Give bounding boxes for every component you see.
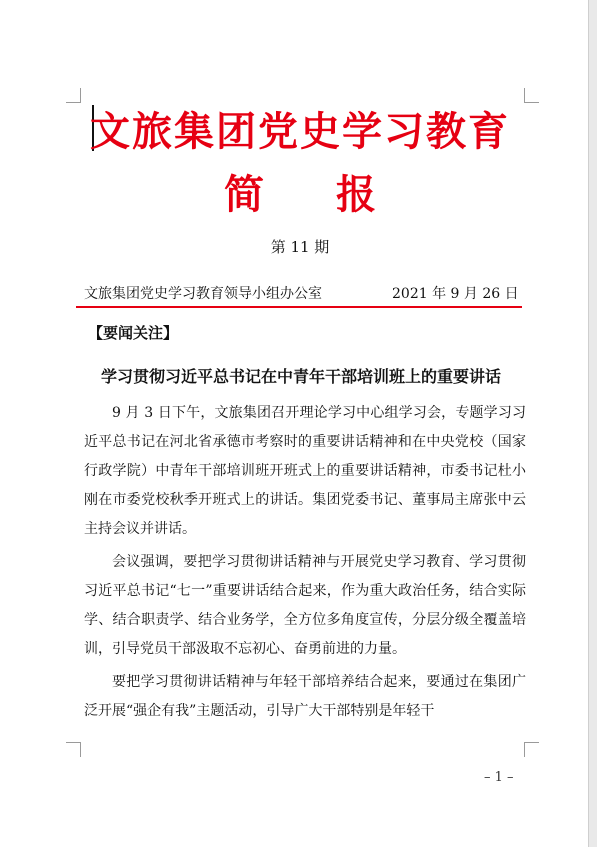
paragraph: 要把学习贯彻讲话精神与年轻干部培养结合起来，要通过在集团广泛开展“强企有我”主题活动，引导广大干部特别是年轻干: [84, 674, 526, 719]
publish-date: 2021 年 9 月 26 日: [392, 286, 519, 302]
page-number: – 1 –: [484, 770, 514, 785]
issue-number: 第 11 期: [270, 238, 330, 256]
article-body: [84, 399, 526, 730]
header-divider: [76, 306, 522, 308]
paragraph: 9 月 3 日下午，文旅集团召开理论学习中心组学习会，专题学习习近平总书记在河北省承德市考察时的重要讲话精神和在中央党校（国家行政学院）中青年干部培训班开班式上的重要讲话精神，市委书记杜小刚在市委党校秋季开班式上的讲话。集团党委书记、董事局主席张中云主持会议并讲话。: [84, 405, 526, 537]
crop-mark-bottom-left: [66, 742, 81, 757]
paragraph: 会议强调，要把学习贯彻讲话精神与开展党史学习教育、学习贯彻习近平总书记“七一”重要讲话结合起来，作为重大政治任务，结合实际学、结合职责学、结合业务学，全方位多角度宣传，分层分级全覆盖培训，引导党员干部汲取不忘初心、奋勇前进的力量。: [84, 554, 526, 657]
bulletin-title: 文旅集团党史学习教育: [90, 109, 510, 155]
article-headline: 学习贯彻习近平总书记在中青年干部培训班上的重要讲话: [100, 367, 501, 386]
bulletin-subtitle: 简报: [224, 172, 448, 218]
section-label: 【要闻关注】: [88, 324, 179, 342]
publisher: 文旅集团党史学习教育领导小组办公室: [84, 286, 322, 302]
crop-mark-bottom-right: [524, 742, 539, 757]
